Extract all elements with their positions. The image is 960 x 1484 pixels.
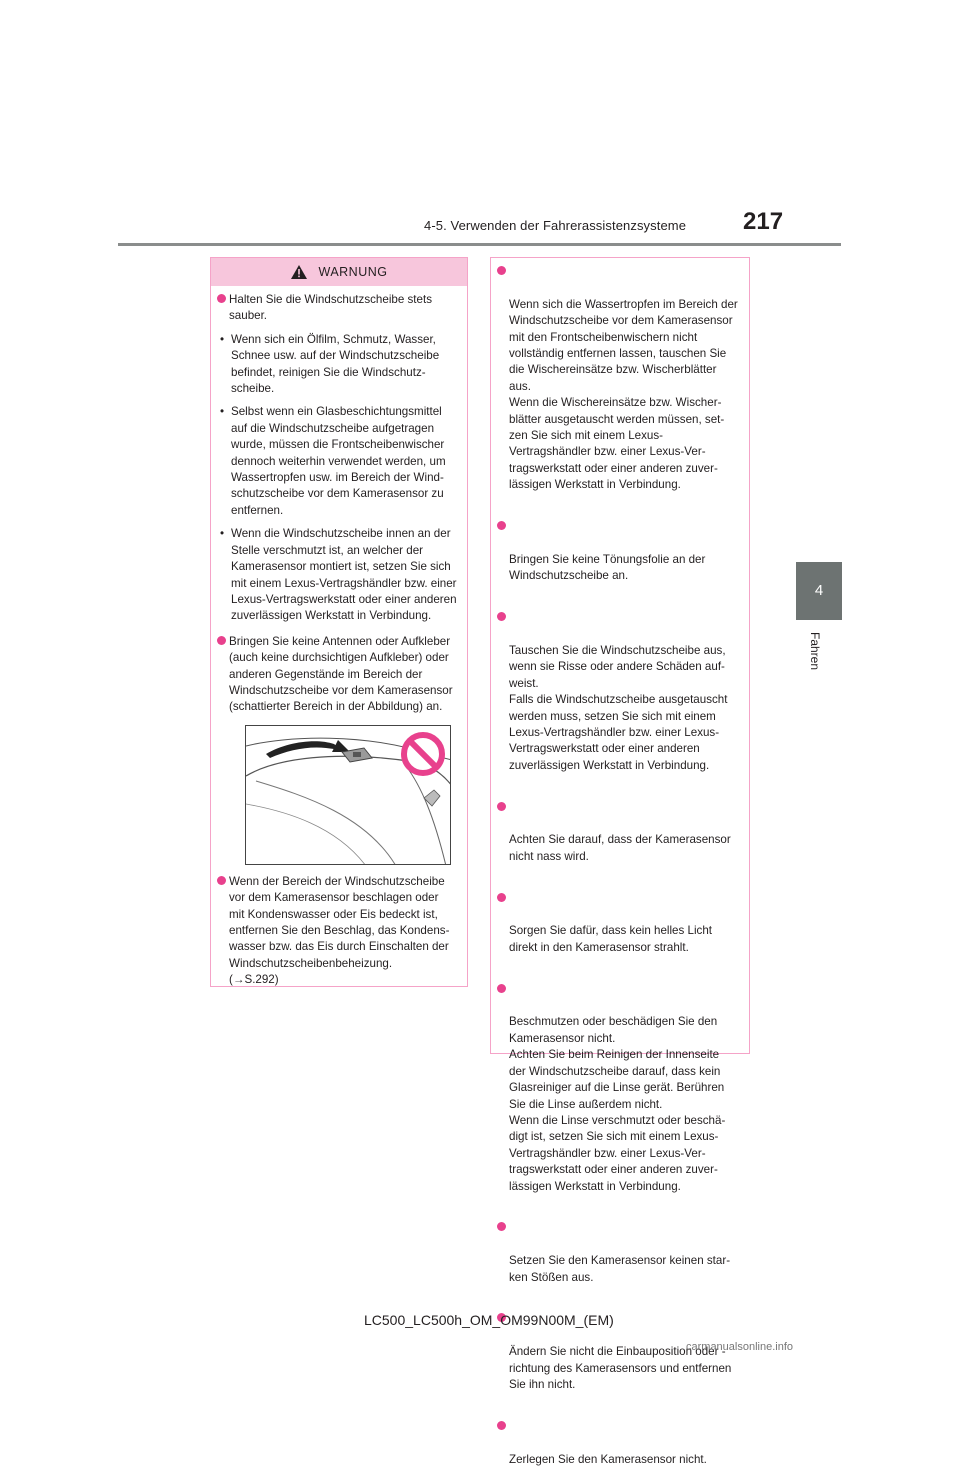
warning-triangle-icon [290, 264, 308, 280]
list-item [499, 519, 739, 601]
chapter-tab: 4 [796, 562, 842, 620]
list-item-text: Achten Sie darauf, dass der Kamerasensor nicht nass wird. [509, 833, 731, 863]
chapter-label: Fahren [808, 632, 822, 671]
bullet-icon [497, 984, 506, 993]
warning-item-text: Bringen Sie keine Antennen oder Aufkleber (auch keine durchsichtigen Aufkleber) oder anderen Gegenstände im Bereich der Windschutzscheibe vor dem Kamerasensor (schattierter Bereich in der Abbildung) an. [229, 634, 453, 714]
section-title: 4-5. Verwenden der Fahrerassistenzsysteme [424, 218, 687, 233]
warning-subitem [219, 404, 457, 519]
list-item [499, 1220, 739, 1302]
list-item-text: Zerlegen Sie den Kamerasensor nicht. [509, 1452, 707, 1466]
list-item [499, 982, 739, 1212]
list-item [499, 800, 739, 882]
dot-icon: • [220, 405, 225, 419]
list-item [499, 264, 739, 510]
warning-title: WARNUNG [318, 265, 388, 279]
warning-header [211, 258, 467, 286]
warning-subitem-text: Wenn die Windschutzscheibe innen an der Stelle verschmutzt ist, an welcher der Kamerasensor montiert ist, setzen Sie sich mit einem Lexus-Vertragshändler bzw. einer Lexus-Vertragswerkstatt oder einer anderen zuverlässigen Werkstatt in Verbindung. [231, 527, 457, 623]
list-item-text: Ändern Sie nicht die Einbauposition oder -richtung des Kamerasensors und entfernen Sie ihn nicht. [509, 1345, 732, 1391]
dot-icon: • [220, 527, 225, 541]
list-item-text: Setzen Sie den Kamerasensor keinen starken Stößen aus. [509, 1254, 731, 1284]
warning-subitem [219, 332, 457, 398]
warning-subitem-text: Wenn sich ein Ölfilm, Schmutz, Wasser, Schnee usw. auf der Windschutzscheibe befindet, reinigen Sie die Windschutzscheibe. [231, 332, 440, 396]
list-item [499, 610, 739, 790]
bullet-icon [497, 1222, 506, 1231]
document-code: LC500_LC500h_OM_OM99N00M_(EM) [364, 1312, 614, 1328]
warning-subitem-text: Selbst wenn ein Glasbeschichtungsmittel auf die Windschutzscheibe aufgetragen wurde, müssen die Frontscheibenwischer dennoch weiterhin verwendet werden, um Wassertropfen usw. im Bereich der Windschutzscheibe vor dem Kamerasensor zu entfernen. [231, 405, 446, 517]
warning-item [219, 292, 457, 325]
page-reference: (→S.292) [229, 973, 279, 987]
bullet-icon [217, 876, 226, 885]
header-divider [118, 243, 841, 246]
warning-item-text: Wenn der Bereich der Windschutzscheibe vor dem Kamerasensor beschlagen oder mit Kondenswasser oder Eis bedeckt ist, entfernen Sie den Beschlag, das Kondenswasser bzw. das Eis durch Einschalten der Windschutzscheibenbeheizung. [229, 874, 450, 970]
bullet-icon [217, 636, 226, 645]
list-item-text: Wenn sich die Wassertropfen im Bereich der Windschutzscheibe vor dem Kamerasensor mit den Frontscheibenwischern nicht vollständig entfernen lassen, tauschen Sie die Wischereinsätze bzw. Wischerblätter aus. Wenn die Wischereinsätze bzw. Wischerblätter ausgetauscht werden müssen, setzen Sie sich mit einem Lexus-Vertragshändler bzw. einer Lexus-Vertragswerkstatt oder einer anderen zuverlässigen Werkstatt in Verbindung. [509, 297, 738, 492]
bullet-icon [497, 266, 506, 275]
dot-icon: • [220, 332, 225, 346]
list-item-text: Sorgen Sie dafür, dass kein helles Licht direkt in den Kamerasensor strahlt. [509, 924, 713, 954]
page-number: 217 [743, 208, 784, 235]
bullet-icon [497, 1421, 506, 1430]
watermark: carmanualsonline.info [686, 1341, 794, 1353]
windshield-drawing [246, 726, 451, 865]
bullet-icon [497, 521, 506, 530]
list-item-text: Beschmutzen oder beschädigen Sie den Kamerasensor nicht. Achten Sie beim Reinigen der Innenseite der Windschutzscheibe darauf, dass kein Glasreiniger auf die Linse gerät. Berühren Sie die Linse außerdem nicht. Wenn die Linse verschmutzt oder beschädigt ist, setzen Sie sich mit einem Lexus-Vertragshändler bzw. einer Lexus-Vertragswerkstatt oder einer anderen zuverlässigen Werkstatt in Verbindung. [509, 1015, 726, 1193]
windshield-illustration [245, 725, 451, 865]
list-item [499, 1419, 739, 1484]
bullet-icon [497, 893, 506, 902]
list-item-text: Tauschen Sie die Windschutzscheibe aus, wenn sie Risse oder andere Schäden aufweist. Falls die Windschutzscheibe ausgetauscht werden muss, setzen Sie sich mit einem Lexus-Vertragshändler bzw. einer Lexus-Vertragswerkstatt oder einer anderen zuverlässigen Werkstatt in Verbindung. [509, 643, 728, 772]
warning-item [219, 874, 457, 989]
list-item [499, 891, 739, 973]
warning-subitem [219, 526, 457, 624]
list-item-text: Bringen Sie keine Tönungsfolie an der Windschutzscheibe an. [509, 552, 706, 583]
warning-item [219, 634, 457, 716]
warning-box [210, 257, 468, 987]
bullet-icon [217, 294, 226, 303]
warning-item-text: Halten Sie die Windschutzscheibe stets sauber. [229, 293, 432, 323]
bullet-icon [497, 802, 506, 811]
bullet-icon [497, 612, 506, 621]
